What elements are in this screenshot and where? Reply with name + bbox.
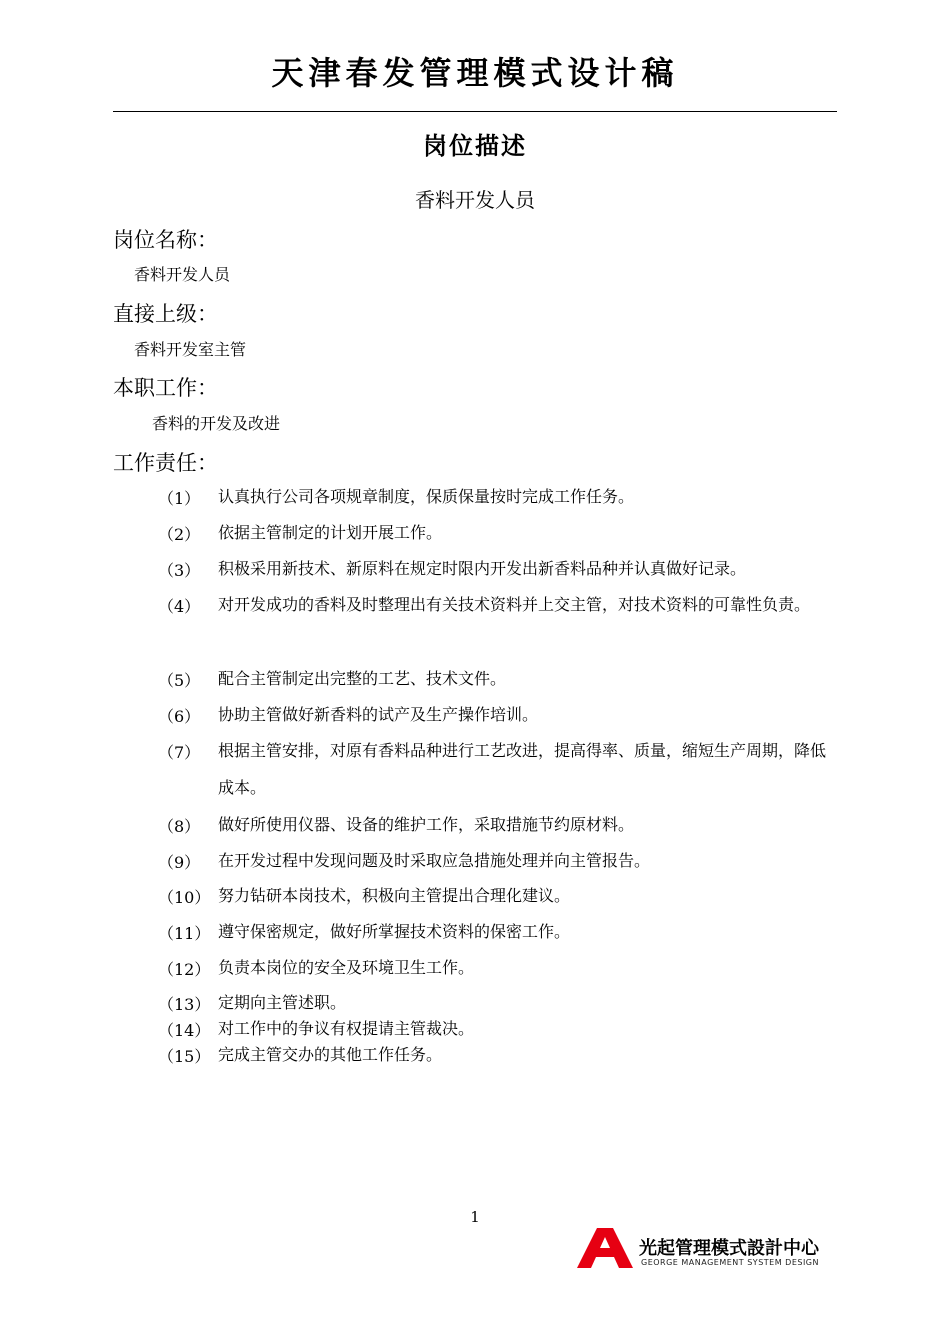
duty-text: 对工作中的争议有权提请主管裁决。 [218, 1019, 475, 1038]
duty-text: 定期向主管述职。 [218, 993, 347, 1012]
duty-text: 对开发成功的香料及时整理出有关技术资料并上交主管，对技术资料的可靠性负责。 [218, 595, 811, 614]
duty-text: 负责本岗位的安全及环境卫生工作。 [218, 958, 475, 977]
duty-number: （15） [158, 1047, 211, 1066]
logo-english-name: GEORGE MANAGEMENT SYSTEM DESIGN [641, 1258, 819, 1267]
duty-text: 认真执行公司各项规章制度，保质保量按时完成工作任务。 [218, 487, 635, 506]
duty-number: （4） [158, 597, 201, 616]
duties-label: 工作责任： [113, 451, 218, 475]
post-name-label: 岗位名称： [113, 228, 218, 252]
duty-number: （11） [158, 924, 211, 943]
section-heading: 岗位描述 [423, 132, 527, 160]
duty-text: 积极采用新技术、新原料在规定时限内开发出新香料品种并认真做好记录。 [218, 559, 747, 578]
page-number: 1 [470, 1208, 480, 1226]
duty-number: （2） [158, 525, 201, 544]
duty-number: （1） [158, 489, 201, 508]
superior-label: 直接上级： [113, 302, 218, 326]
duty-number: （3） [158, 561, 201, 580]
duty-number: （7） [158, 743, 201, 762]
logo-chinese-name: 光起管理模式設計中心 [639, 1238, 819, 1259]
company-logo [575, 1226, 840, 1272]
duty-number: （8） [158, 817, 201, 836]
logo-a-mark-icon [575, 1226, 635, 1270]
duty-number: （9） [158, 853, 201, 872]
duty-text: 根据主管安排，对原有香料品种进行工艺改进，提高得率、质量，缩短生产周期，降低成本。 [218, 741, 827, 797]
duty-number: （13） [158, 995, 211, 1014]
duty-text: 在开发过程中发现问题及时采取应急措施处理并向主管报告。 [218, 851, 651, 870]
superior-value: 香料开发室主管 [134, 340, 247, 359]
title-divider [113, 111, 837, 112]
job-label: 本职工作： [113, 376, 218, 400]
position-title: 香料开发人员 [415, 188, 535, 212]
duty-text: 努力钻研本岗技术，积极向主管提出合理化建议。 [218, 886, 571, 905]
job-value: 香料的开发及改进 [152, 414, 281, 433]
post-name-value: 香料开发人员 [134, 265, 231, 284]
duty-number: （14） [158, 1021, 211, 1040]
duty-text: 依据主管制定的计划开展工作。 [218, 523, 443, 542]
duty-number: （5） [158, 671, 201, 690]
duty-text: 完成主管交办的其他工作任务。 [218, 1045, 443, 1064]
duty-text: 做好所使用仪器、设备的维护工作，采取措施节约原材料。 [218, 815, 635, 834]
duty-text: 遵守保密规定，做好所掌握技术资料的保密工作。 [218, 922, 571, 941]
duty-number: （10） [158, 888, 211, 907]
duty-number: （12） [158, 960, 211, 979]
document-title: 天津春发管理模式设计稿 [271, 54, 679, 92]
duty-text: 协助主管做好新香料的试产及生产操作培训。 [218, 705, 539, 724]
duty-text: 配合主管制定出完整的工艺、技术文件。 [218, 669, 507, 688]
duty-number: （6） [158, 707, 201, 726]
